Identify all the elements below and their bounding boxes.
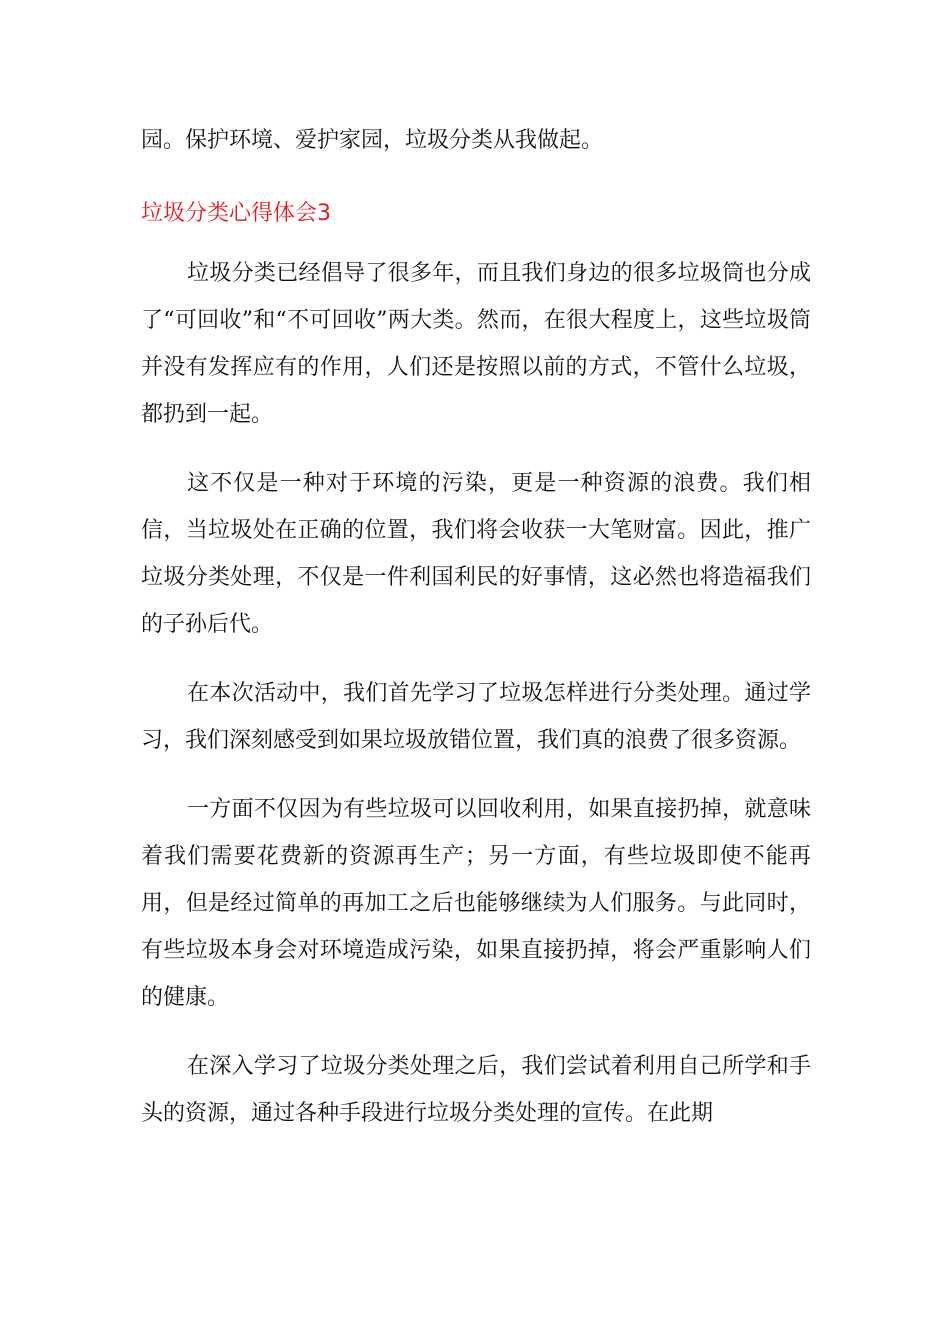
continuation-paragraph: 园。保护环境、爱护家园，垃圾分类从我做起。 [141,128,604,153]
section-heading: 垃圾分类心得体会3 [141,201,331,226]
paragraph-spacer [141,438,811,460]
paragraph-spacer [141,648,811,670]
document-body [141,117,811,1137]
body-paragraph-3: 在本次活动中，我们首先学习了垃圾怎样进行分类处理。通过学习，我们深刻感受到如果垃圾放错位置，我们真的浪费了很多资源。 [141,681,811,753]
paragraph-spacer [141,764,811,786]
body-paragraph-5: 在深入学习了垃圾分类处理之后，我们尝试着利用自己所学和手头的资源，通过各种手段进行垃圾分类处理的宣传。在此期 [141,1054,811,1126]
body-paragraph-1: 垃圾分类已经倡导了很多年，而且我们身边的很多垃圾筒也分成了“可回收”和“不可回收”两大类。然而，在很大程度上，这些垃圾筒并没有发挥应有的作用，人们还是按照以前的方式，不管什么垃圾，都扔到一起。 [141,261,811,427]
body-paragraph-2: 这不仅是一种对于环境的污染，更是一种资源的浪费。我们相信，当垃圾处在正确的位置，我们将会收获一大笔财富。因此，推广垃圾分类处理，不仅是一件利国利民的好事情，这必然也将造福我们的子孙后代。 [141,471,811,637]
body-paragraph-4: 一方面不仅因为有些垃圾可以回收利用，如果直接扔掉，就意味着我们需要花费新的资源再生产；另一方面，有些垃圾即使不能再用，但是经过简单的再加工之后也能够继续为人们服务。与此同时，有些垃圾本身会对环境造成污染，如果直接扔掉，将会严重影响人们的健康。 [141,797,811,1010]
paragraph-spacer [141,1021,811,1043]
